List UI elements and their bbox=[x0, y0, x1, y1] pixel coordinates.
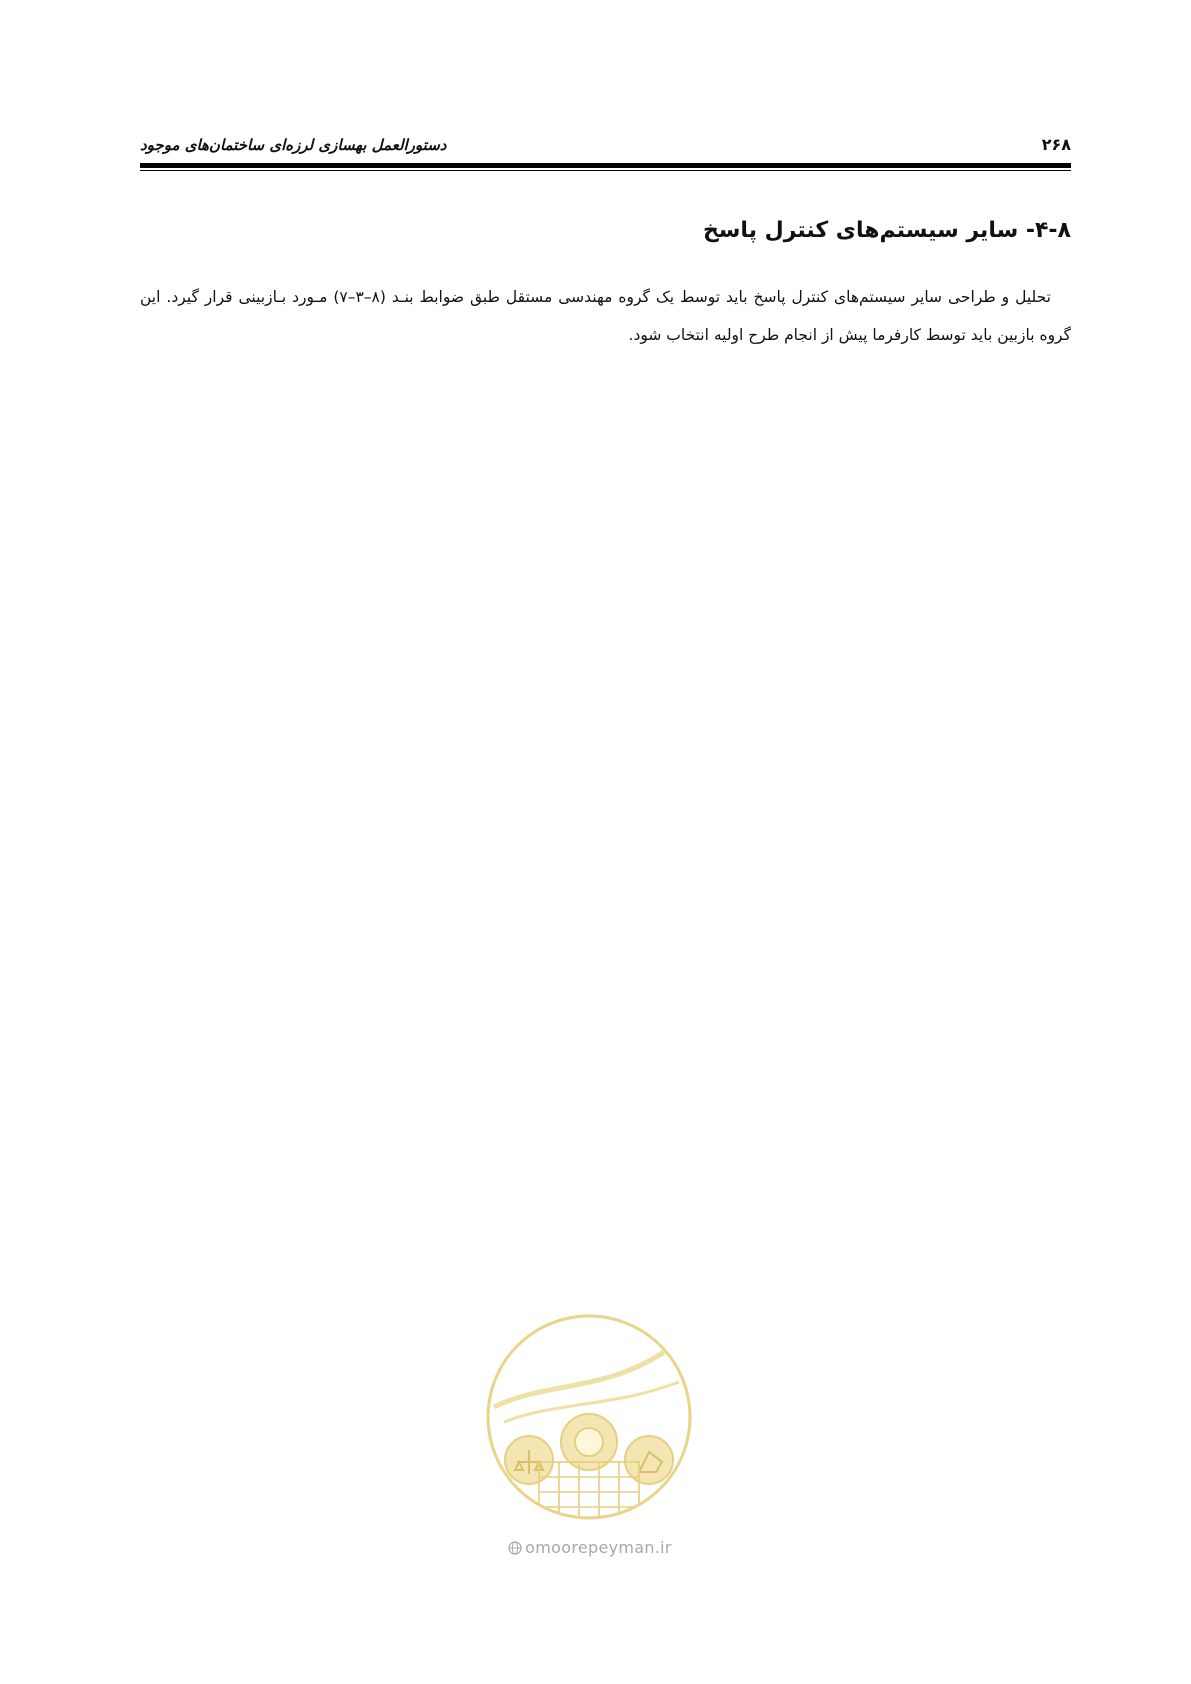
body-paragraph: تحلیل و طراحی سایر سیستم‌های کنترل پاسخ باید توسط یک گروه مهندسی مستقل طبق ضوابط بنـد (۸–۳–۷) مـورد بـازبینی قرار گیرد. این گروه بازبین باید توسط کارفرما پیش از انجام طرح اولیه انتخاب شود. bbox=[140, 288, 1071, 344]
globe-icon bbox=[508, 1541, 522, 1555]
header-rule-thin bbox=[140, 170, 1071, 171]
watermark-url bbox=[480, 1538, 700, 1557]
watermark-url-text: omoorepeyman.ir bbox=[525, 1538, 672, 1557]
running-title: دستورالعمل بهسازی لرزه‌ای ساختمان‌های موجود bbox=[140, 136, 447, 154]
page-header bbox=[140, 132, 1071, 158]
header-rule-thick bbox=[140, 163, 1071, 168]
watermark-logo bbox=[484, 1312, 694, 1542]
section-heading: ۴-۸- سایر سیستم‌های کنترل پاسخ bbox=[702, 218, 1071, 243]
page-number: ۲۶۸ bbox=[1041, 135, 1071, 154]
